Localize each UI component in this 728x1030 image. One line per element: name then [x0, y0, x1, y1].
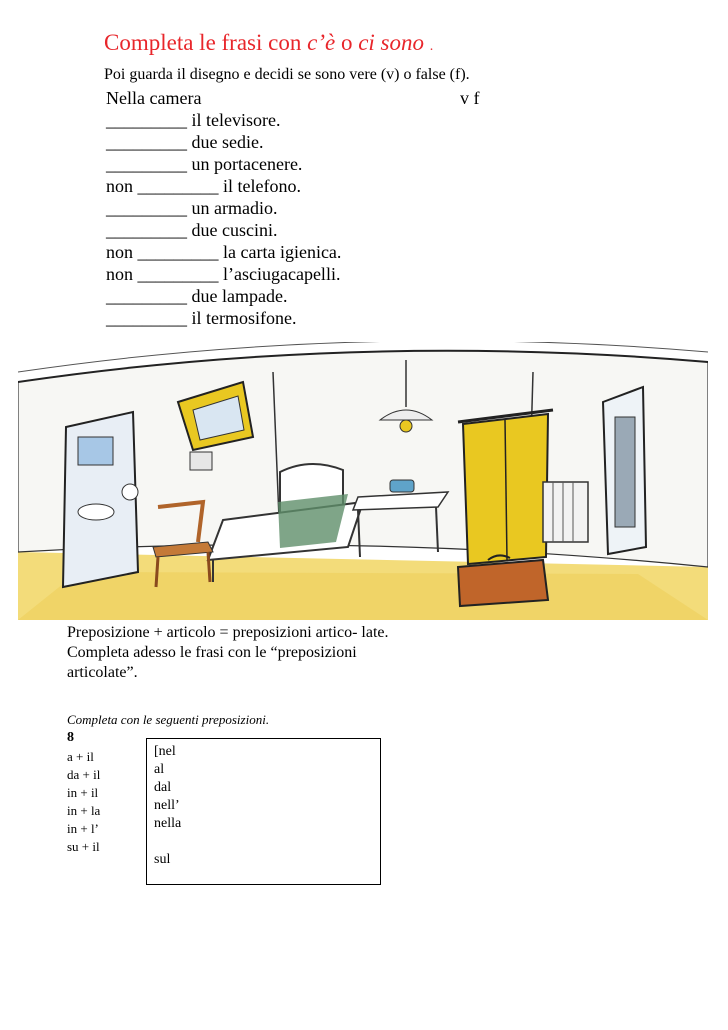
room-heading: Nella camera	[106, 88, 202, 108]
answer-option: [nel	[154, 744, 176, 759]
sentence-3: _________ un portacenere.	[106, 154, 303, 174]
bedroom-illustration	[18, 342, 708, 620]
preposition-item: in + l’	[67, 821, 99, 836]
answer-option: al	[154, 762, 165, 777]
title-prefix: Completa le frasi con	[104, 30, 302, 55]
prepositions-instruction: Completa con le seguenti preposizioni.	[67, 712, 270, 727]
exercise-instruction: Poi guarda il disegno e decidi se sono vere (v) o false (f).	[104, 66, 470, 83]
sentence-4: non _________ il telefono.	[106, 176, 301, 196]
sentence-7: non _________ la carta igienica.	[106, 242, 342, 262]
preposition-item: in + la	[67, 803, 101, 818]
sentence-1: _________ il televisore.	[106, 110, 281, 130]
exercise-number: 8	[67, 730, 74, 745]
preposition-item: a + il	[67, 749, 94, 764]
answer-option: sul	[154, 852, 171, 867]
sentence-10: _________ il termosifone.	[106, 308, 297, 328]
explanation-line-3: articolate”.	[67, 664, 138, 681]
radiator-icon	[543, 482, 588, 542]
preposition-item: da + il	[67, 767, 101, 782]
explanation-line-1: Preposizione + articolo = preposizioni artico- late.	[67, 624, 389, 641]
answer-box	[146, 738, 381, 885]
title-middle: o	[340, 30, 353, 55]
sentence-5: _________ un armadio.	[106, 198, 278, 218]
answer-option: nella	[154, 816, 182, 831]
exercise-title	[104, 30, 433, 56]
title-term-ci-sono: ci sono	[358, 30, 424, 55]
explanation-line-2: Completa adesso le frasi con le “preposizioni	[67, 644, 357, 661]
title-end: .	[429, 39, 434, 54]
sentence-9: _________ due lampade.	[106, 286, 288, 306]
sentence-6: _________ due cuscini.	[106, 220, 278, 240]
true-false-header: v f	[460, 88, 480, 108]
title-term-ce: c’è	[307, 30, 336, 55]
wardrobe-icon	[458, 410, 553, 564]
sentence-2: _________ due sedie.	[106, 132, 264, 152]
answer-option: nell’	[154, 798, 180, 813]
answer-option: dal	[154, 780, 172, 795]
preposition-item: in + il	[67, 785, 99, 800]
sentence-8: non _________ l’asciugacapelli.	[106, 264, 341, 284]
preposition-item: su + il	[67, 839, 100, 854]
